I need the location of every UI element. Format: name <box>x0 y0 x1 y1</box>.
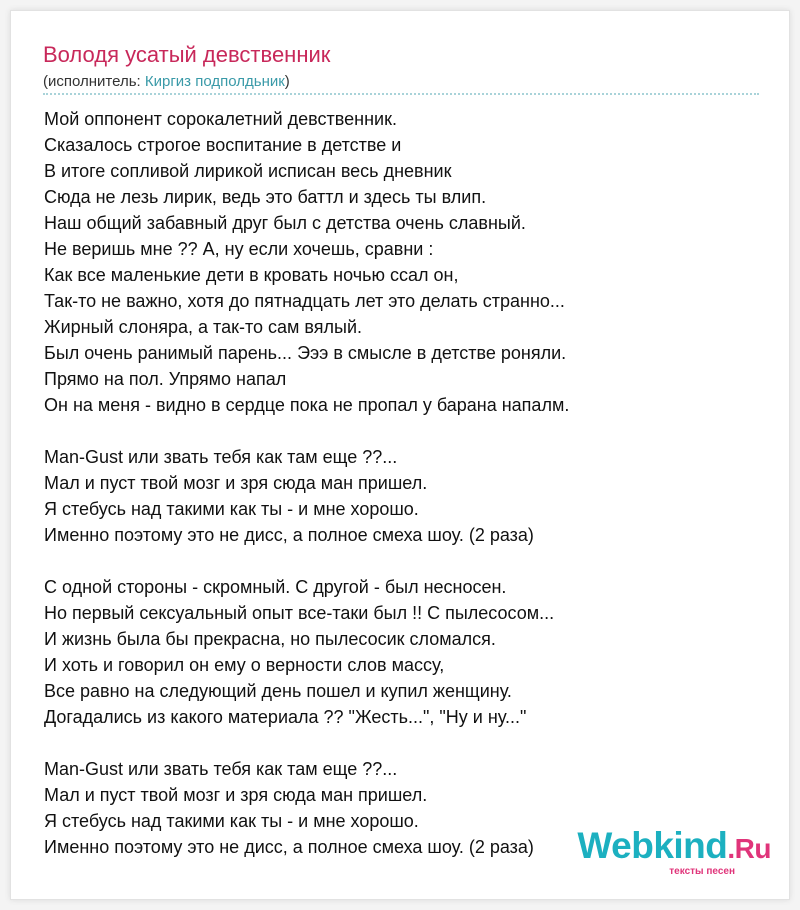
artist-line <box>43 73 290 90</box>
lyric-line: И хоть и говорил он ему о верности слов массу, <box>44 655 445 675</box>
lyric-line: Он на меня - видно в сердце пока не пропал у барана напалм. <box>44 395 570 415</box>
lyric-line: Мой оппонент сорокалетний девственник. <box>44 109 397 129</box>
lyric-line: Мал и пуст твой мозг и зря сюда ман пришел. <box>44 473 428 493</box>
lyrics-text <box>44 106 764 860</box>
lyrics-card <box>10 10 790 900</box>
lyric-line: Догадались из какого материала ?? "Жесть...", "Ну и ну..." <box>44 707 527 727</box>
lyric-line: Но первый сексуальный опыт все-таки был !! С пылесосом... <box>44 603 555 623</box>
lyric-line: Мал и пуст твой мозг и зря сюда ман пришел. <box>44 785 428 805</box>
lyric-line: Как все маленькие дети в кровать ночью ссал он, <box>44 265 459 285</box>
artist-link[interactable]: Киргиз подполдьник <box>144 73 285 90</box>
logo-wordmark <box>577 825 771 867</box>
lyric-line: С одной стороны - скромный. С другой - был несносен. <box>44 577 507 597</box>
lyric-line: Сказалось строгое воспитание в детстве и <box>44 135 402 155</box>
logo-tagline: тексты песен <box>669 866 735 877</box>
lyric-line: Жирный слоняра, а так-то сам вялый. <box>44 317 363 337</box>
lyric-line: Все равно на следующий день пошел и купил женщину. <box>44 681 512 701</box>
logo-name: Webkind <box>577 825 728 866</box>
lyric-line: Наш общий забавный друг был с детства очень славный. <box>44 213 526 233</box>
lyric-line: Сюда не лезь лирик, ведь это баттл и здесь ты влип. <box>44 187 487 207</box>
title-divider <box>43 93 759 95</box>
lyric-line: Был очень ранимый парень... Эээ в смысле в детстве роняли. <box>44 343 567 363</box>
stanza-gap <box>44 730 764 756</box>
artist-prefix: (исполнитель: <box>43 73 145 90</box>
stanza-gap <box>44 548 764 574</box>
song-title: Володя усатый девственник <box>43 42 331 67</box>
lyric-line: Именно поэтому это не дисс, а полное смеха шоу. (2 раза) <box>44 837 534 857</box>
lyric-line: Man-Gust или звать тебя как там еще ??... <box>44 447 398 467</box>
lyric-line: Так-то не важно, хотя до пятнадцать лет это делать странно... <box>44 291 565 311</box>
lyric-line: Именно поэтому это не дисс, а полное смеха шоу. (2 раза) <box>44 525 534 545</box>
lyric-line: Прямо на пол. Упрямо напал <box>44 369 287 389</box>
lyric-line: Не веришь мне ?? А, ну если хочешь, сравни : <box>44 239 434 259</box>
artist-suffix: ) <box>284 73 290 90</box>
lyric-line: Я стебусь над такими как ты - и мне хорошо. <box>44 811 419 831</box>
lyric-line: Я стебусь над такими как ты - и мне хорошо. <box>44 499 419 519</box>
lyric-line: Man-Gust или звать тебя как там еще ??... <box>44 759 398 779</box>
logo-tld: .Ru <box>727 833 771 864</box>
lyric-line: И жизнь была бы прекрасна, но пылесосик сломался. <box>44 629 496 649</box>
stanza-gap <box>44 418 764 444</box>
lyric-line: В итоге сопливой лирикой исписан весь дневник <box>44 161 452 181</box>
site-logo[interactable] <box>561 825 771 885</box>
